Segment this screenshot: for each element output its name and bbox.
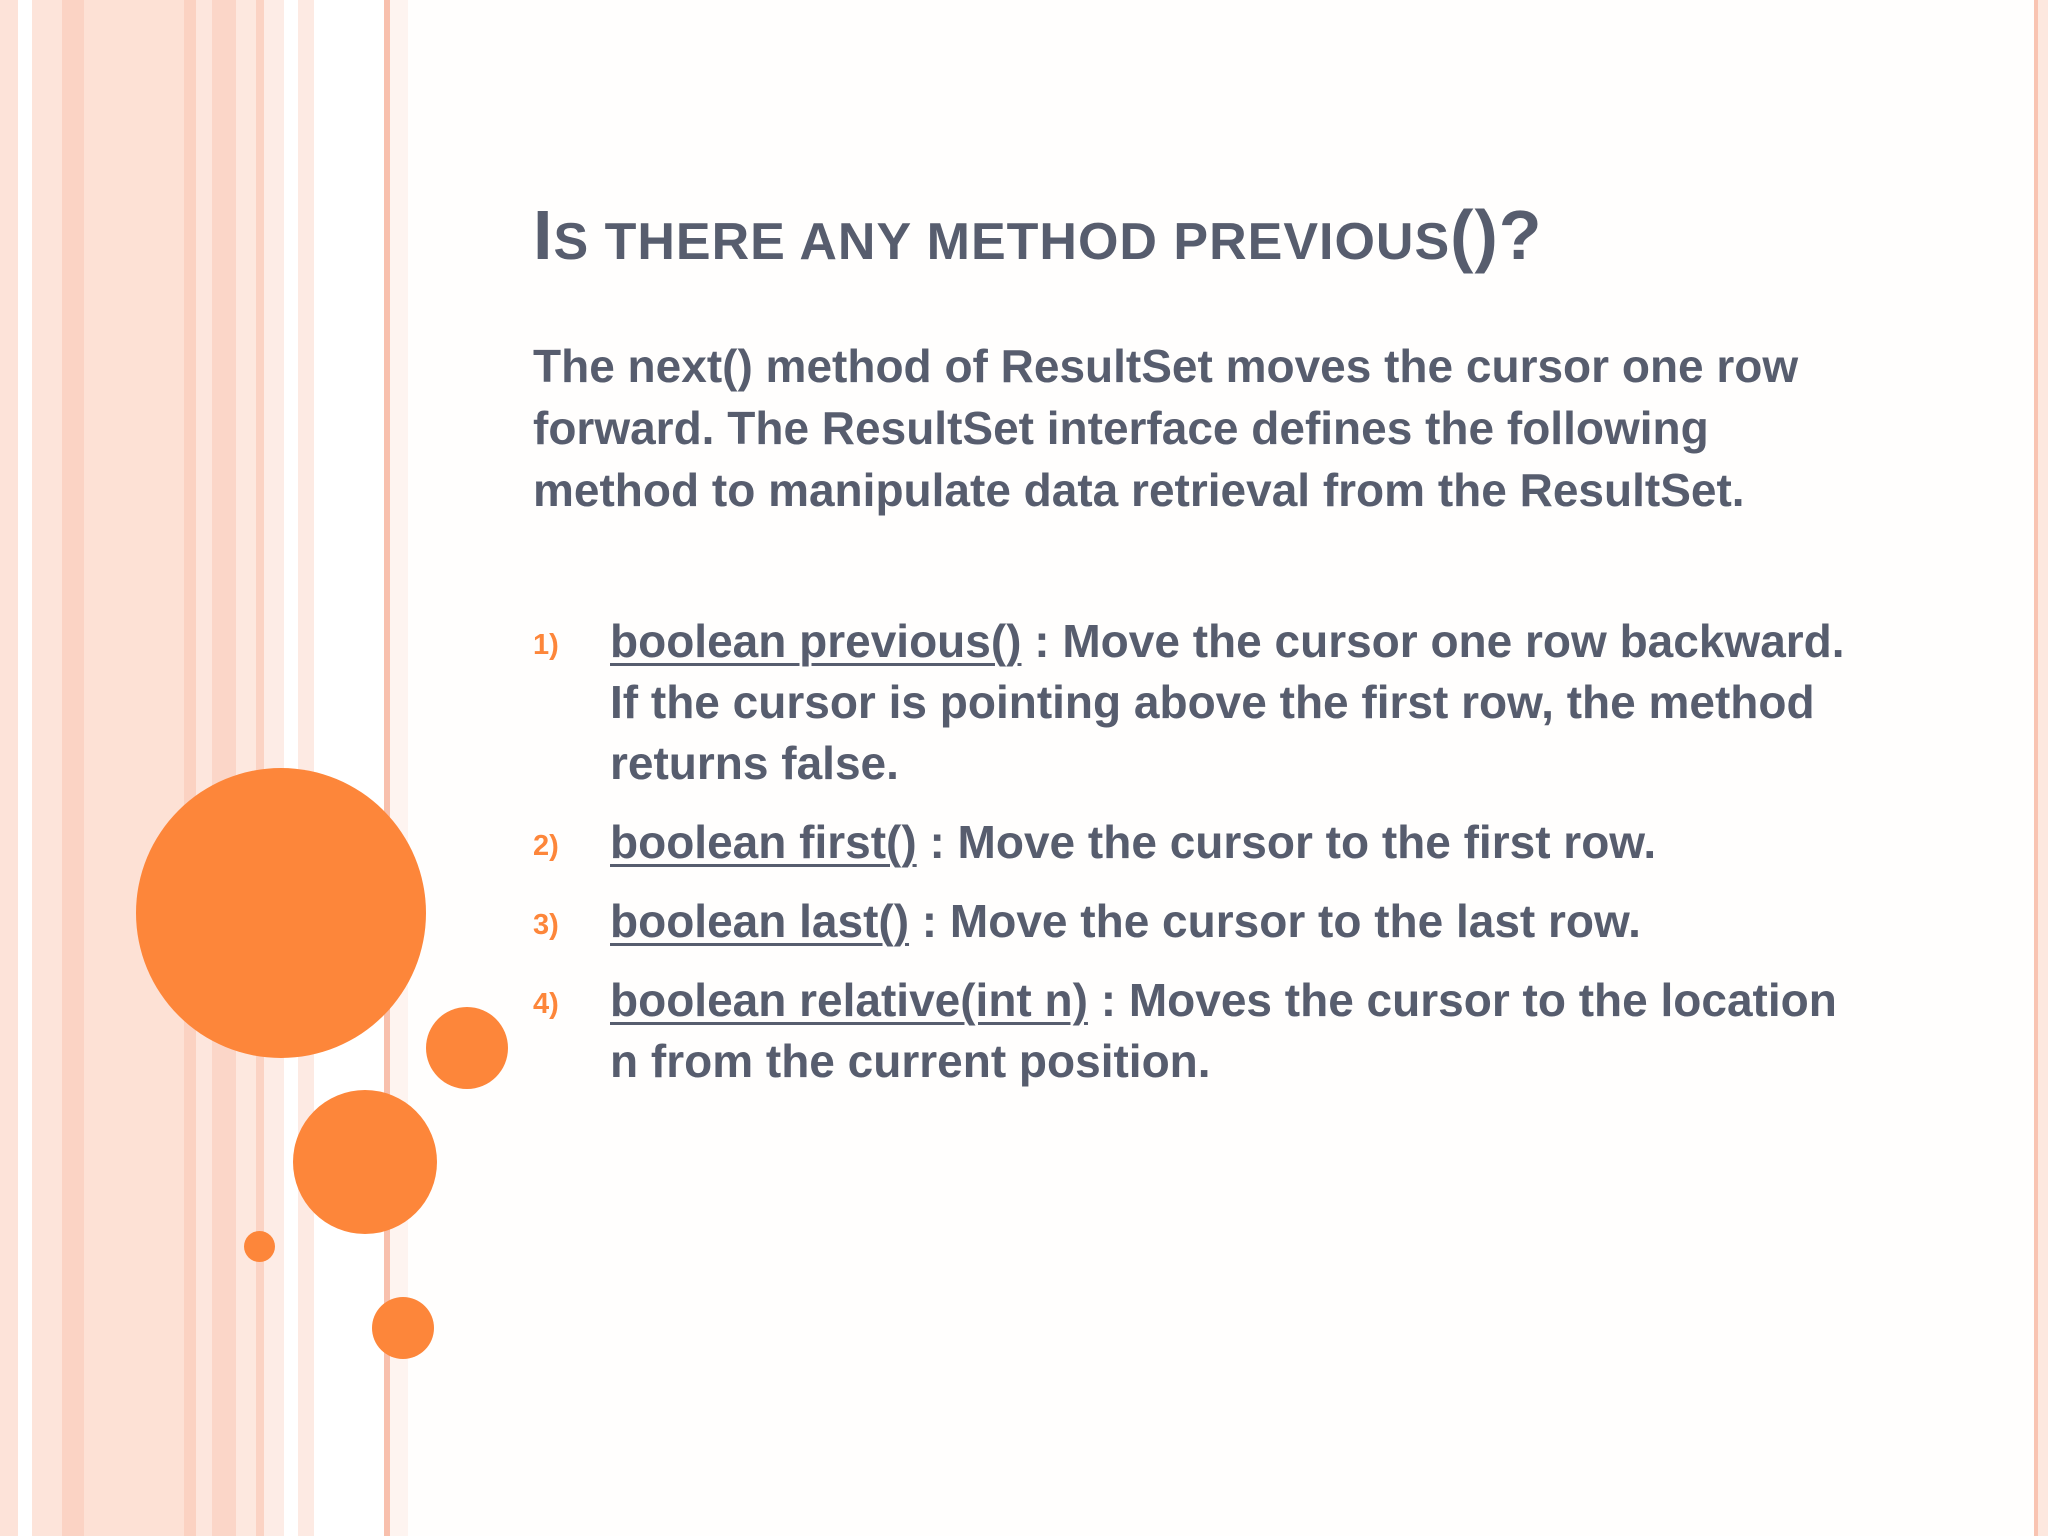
list-item	[533, 970, 1873, 1092]
list-number: 1)	[533, 629, 559, 661]
method-description: : Move the cursor to the first row.	[916, 816, 1657, 868]
decorative-circle-large	[136, 768, 426, 1058]
decorative-stripe	[184, 0, 196, 1536]
right-edge-stripe	[2038, 0, 2048, 1536]
decorative-stripe	[256, 0, 264, 1536]
decorative-stripe	[32, 0, 62, 1536]
method-name: boolean last()	[610, 895, 910, 947]
decorative-stripe	[0, 0, 18, 1536]
method-description: : Move the cursor one row backward. If the cursor is pointing above the first row, the method returns false.	[610, 615, 1845, 789]
method-name: boolean relative(int n)	[610, 974, 1088, 1026]
decorative-circle-small	[426, 1007, 508, 1089]
decorative-circle-small	[372, 1297, 434, 1359]
decorative-stripe	[298, 0, 314, 1536]
title-initial: I	[533, 196, 554, 274]
decorative-circle-tiny	[244, 1231, 275, 1262]
decorative-circle-medium	[293, 1090, 437, 1234]
method-list	[533, 611, 1873, 1092]
decorative-stripe	[196, 0, 212, 1536]
decorative-stripe	[236, 0, 256, 1536]
list-number: 3)	[533, 909, 559, 941]
list-number: 4)	[533, 988, 559, 1020]
list-number: 2)	[533, 830, 559, 862]
list-item	[533, 891, 1873, 952]
decorative-stripe	[314, 0, 384, 1536]
list-item	[533, 812, 1873, 873]
slide-content	[533, 190, 1873, 1110]
list-item	[533, 611, 1873, 794]
decorative-stripe	[84, 0, 184, 1536]
title-smallcaps: S THERE ANY METHOD PREVIOUS	[553, 213, 1451, 271]
method-name: boolean first()	[610, 816, 917, 868]
method-description: : Moves the cursor to the location n from the current position.	[610, 974, 1837, 1087]
decorative-stripe	[212, 0, 236, 1536]
title-paren: ()?	[1450, 196, 1543, 274]
decorative-stripe	[62, 0, 84, 1536]
slide-title	[533, 190, 1873, 287]
decorative-stripe	[18, 0, 32, 1536]
method-name: boolean previous()	[610, 615, 1022, 667]
intro-paragraph: The next() method of ResultSet moves the cursor one row forward. The ResultSet interface defines the following method to manipulate data retrieval from the ResultSet.	[533, 340, 1799, 516]
method-description: : Move the cursor to the last row.	[909, 895, 1641, 947]
